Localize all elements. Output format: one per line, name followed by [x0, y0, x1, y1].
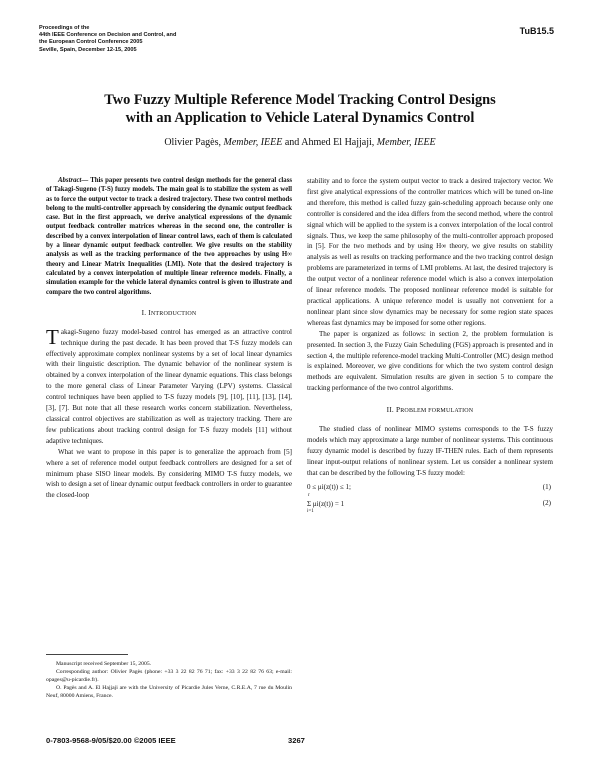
title-line-2: with an Application to Vehicle Lateral Dynamics Control — [125, 109, 475, 126]
section-number: I. — [141, 307, 149, 317]
section-title-rest: ROBLEM FORMULATION — [400, 408, 474, 415]
drop-cap: T — [46, 324, 59, 349]
footnote-affiliation: O. Pagès and A. El Hajjaji are with the University of Picardie Jules Verne, C.R.E.A, 7 rue du Moulin Neuf, 80000 Amiens, France. — [46, 685, 292, 700]
section-title-rest: NTRODUCTION — [150, 310, 197, 317]
sum-lower-limit: i=1 — [307, 508, 314, 514]
equation-1 — [307, 479, 553, 495]
intro-paragraph-3: stability and to force the system output vector to track a desired trajectory vector. We first give analytical expressions of the controller matrices which will be tuned on-line and therefore, this method is called fuzzy gain-scheduling approach because only one controller is considered and the idea differs from the second method, where the control signal which will be applied to the system is a convex interpolation of the local control signals. Thus, we keep the same philosophy of the multi-controller approach proposed in [5]. For the two methods and by using H∞ theory, we give results on stability analysis as well as results on tracking performance and the two tracking control design problems are parameterized in terms of LMI problems. At last, the desired trajectory is the output vector of a nonlinear reference model which is also a convex interpolation of linear reference models. The proposed nonlinear reference model is suitable for practical applications. A unique reference model is usually not convenient for a nonlinear plant since slow dynamics may be necessary for some region state spaces whereas fast dynamics may be imposed for some other regions. — [307, 177, 553, 327]
right-column — [307, 176, 553, 517]
abstract — [46, 176, 292, 297]
intro-paragraph-4: The paper is organized as follows: in section 2, the problem formulation is presented. In section 3, the Fuzzy Gain Scheduling (FGS) approach is presented and in section 4, the multiple reference-model tracking Multi-Controller (MC) design method is explained. Moreover, we give conditions for which the two system control design methods are equivalent. Simulation results are given in section 5 to compare the tracking performance of the two control algorithms. — [307, 329, 553, 393]
section-initial: I — [148, 307, 151, 317]
section-number: II. — [386, 405, 396, 415]
section-heading-introduction — [46, 308, 292, 320]
intro-paragraph-1-text: akagi-Sugeno fuzzy model-based control has emerged as an attractive control technique during the past decade. It has been proved that T-S fuzzy models can effectively approximate complex nonlinear systems by a set of local linear dynamics with their linguistic description. The dynamic behavior of the nonlinear system is obtained by a convex interpolation of the linear dynamic equations. This class belongs to the more general class of Linear Parameter Varying (LPV) systems. Classical control techniques have been applied to T-S fuzzy models [9], [10], [11], [13], [14], [3], [7]. But note that all these research works concern stabilization. Nevertheless, classical control objectives are stabilization as well as trajectory tracking. There are few publications about tracking control design for T-S fuzzy models [11] without adaptive techniques. — [46, 327, 292, 445]
left-column — [46, 176, 292, 501]
footnote-received: Manuscript received September 15, 2005. — [56, 661, 152, 667]
page-number: 3267 — [288, 736, 305, 745]
proceedings-line: 44th IEEE Conference on Decision and Control, and — [39, 32, 177, 39]
proceedings-line: Seville, Spain, December 12-15, 2005 — [39, 46, 137, 53]
section-heading-problem-formulation — [307, 405, 553, 417]
sum-upper-limit: r — [308, 492, 310, 498]
title-line-1: Two Fuzzy Multiple Reference Model Tracking Control Designs — [104, 92, 496, 108]
session-code: TuB15.5 — [519, 26, 554, 36]
problem-paragraph-1: The studied class of nonlinear MIMO systems corresponds to the T-S fuzzy models which may approximate a large number of nonlinear systems. This continuous fuzzy dynamic model is described by fuzzy IF-THEN rules. Each of them represents linear input-output relations of nonlinear system. Let us consider a nonlinear system that can be described by the following T-S fuzzy model: — [307, 425, 553, 477]
author-line — [40, 137, 560, 148]
equation-2-body: Σ μi(z(t)) = 1 — [307, 499, 345, 508]
abstract-text: — This paper presents two control design methods for the general class of Takagi-Sugeno (T-S) fuzzy models. The main goal is to stabilize the system as well as to force the output vector to track a desired trajectory. These two control methods belong to the multi-controller approach by considering the dynamic output feedback case. But in the first approach, we derive analytical expressions of the dynamic output feedback controller matrices whereas in the second one, the controller is described by a convex interpolation of linear control laws, each of them is calculated by a linear dynamic output feedback controller. We give results on the stability analysis as well as the tracking performance of the two approaches by using H∞ theory and Linear Matrix Inequalities (LMI). Note that the desired trajectory is calculated by a convex interpolation of multiple linear reference models. Finally, a simulation example for the vehicle lateral dynamics control is given to illustrate and compare the two control algorithms. — [46, 177, 292, 296]
author-name-2: and Ahmed El Hajjaji, — [282, 137, 377, 148]
intro-paragraph-1 — [46, 324, 292, 447]
author-name-1: Olivier Pagès, — [164, 137, 224, 148]
equation-1-number: (1) — [542, 482, 551, 491]
footnotes — [46, 660, 292, 700]
author-affil-2: Member, IEEE — [376, 137, 436, 148]
isbn-copyright: 0-7803-9568-9/05/$20.00 ©2005 IEEE — [46, 736, 176, 745]
author-affil-1: Member, IEEE — [223, 137, 283, 148]
proceedings-line: the European Control Conference 2005 — [39, 39, 143, 46]
proceedings-header — [39, 25, 299, 54]
proceedings-line: Proceedings of the — [39, 25, 90, 31]
footnote-rule — [46, 654, 128, 655]
equation-1-body: 0 ≤ μi(z(t)) ≤ 1; — [307, 482, 351, 491]
equation-2 — [307, 492, 553, 517]
abstract-label: Abstract — [58, 177, 82, 184]
footnote-corresponding: Corresponding author: Olivier Pagès (phone: +33 3 22 82 76 71; fax: +33 3 22 82 76 63; e-mail: opages@u-picardie.fr). — [46, 669, 292, 684]
intro-paragraph-2: What we want to propose in this paper is to generalize the approach from [5] where a set of reference model output feedback controllers are designed for a set of minimum phase SISO linear models. By considering MIMO T-S fuzzy models, we wish to design a set of linear dynamic output feedback controllers in order to guarantee the closed-loop — [46, 447, 292, 500]
paper-title — [40, 92, 560, 127]
section-initial: P — [395, 405, 401, 415]
equation-2-number: (2) — [542, 498, 551, 507]
